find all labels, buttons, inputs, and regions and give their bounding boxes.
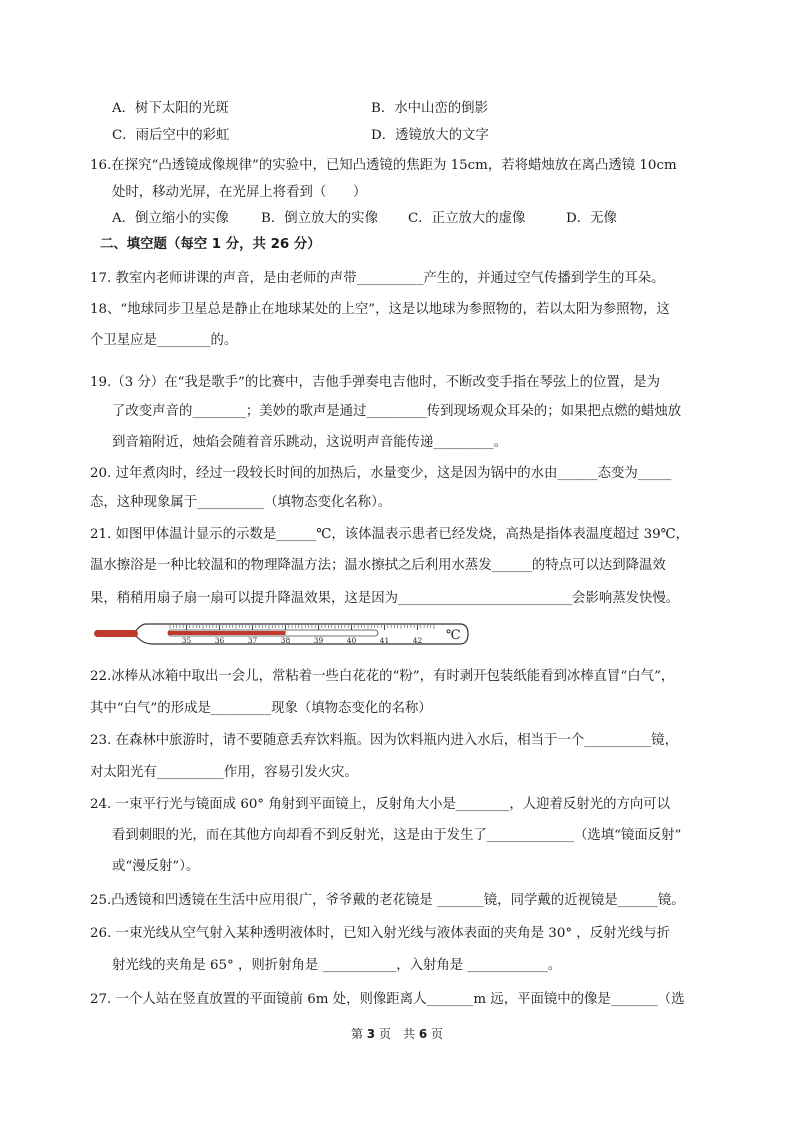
- q18-line1: 18、“地球同步卫星总是静止在地球某处的上空”，这是以地球为参照物的，若以太阳为参照物，这: [90, 302, 670, 317]
- thermometer-tick-label: 37: [247, 636, 258, 645]
- q20-line1: 20. 过年煮肉时，经过一段较长时间的加热后，水量变少，这是因为锅中的水由______态变为_____: [90, 466, 672, 481]
- q16-option-d: D．无像: [566, 211, 617, 226]
- q16-option-a: A．倒立缩小的实像: [112, 211, 229, 226]
- thermometer-tick-label: 39: [313, 636, 324, 645]
- q24-line1: 24. 一束平行光与镜面成 60° 角射到平面镜上，反射角大小是________，人迎着反射光的方向可以: [90, 797, 671, 812]
- q27-line1: 27. 一个人站在竖直放置的平面镜前 6m 处，则像距离人_______m 远，平面镜中的像是_______（选: [90, 992, 685, 1007]
- q17-line1: 17. 教室内老师讲课的声音，是由老师的声带__________产生的，并通过空气传播到学生的耳朵。: [90, 271, 665, 286]
- page-footer: [0, 1025, 794, 1042]
- q24-line2: 看到刺眼的光，而在其他方向却看不到反射光，这是由于发生了_____________（选填“镜面反射”: [112, 828, 682, 843]
- q15-option-a: A．树下太阳的光斑: [112, 101, 229, 116]
- thermometer-tick-label: 35: [181, 636, 192, 645]
- thermometer-tick-label: 40: [346, 636, 357, 645]
- thermometer-tick-label: 36: [214, 636, 225, 645]
- q26-line2: 射光线的夹角是 65° ，则折射角是 ___________，入射角是 ____________。: [112, 958, 562, 973]
- thermometer-tick-label: 41: [379, 636, 390, 645]
- q16-line1: 16.在探究“凸透镜成像规律”的实验中，已知凸透镜的焦距为 15cm，若将蜡烛放在离凸透镜 10cm: [90, 158, 677, 173]
- q23-line1: 23. 在森林中旅游时，请不要随意丢弃饮料瓶。因为饮料瓶内进入水后，相当于一个__________镜，: [90, 733, 678, 748]
- thermometer-liquid-column: [168, 631, 286, 635]
- footer-prefix: 第: [350, 1027, 363, 1041]
- footer-suffix: 页: [431, 1027, 444, 1041]
- q19-line2: 了改变声音的________；美妙的歌声是通过_________传到现场观众耳朵的；如果把点燃的蜡烛放: [112, 404, 682, 419]
- q16-option-c: C．正立放大的虚像: [408, 211, 526, 226]
- q25-line1: 25.凸透镜和凹透镜在生活中应用很广，爷爷戴的老花镜是 _______镜，同学戴的近视镜是______镜。: [90, 893, 685, 908]
- footer-total-pages: 6: [418, 1027, 428, 1041]
- thermometer-tick-label: 38: [280, 636, 291, 645]
- footer-page-number: 3: [366, 1027, 376, 1041]
- footer-mid: 页 共: [378, 1027, 415, 1041]
- q19-line1: 19.（3 分）在“我是歌手”的比赛中，吉他手弹奏电吉他时，不断改变手指在琴弦上的位置，是为: [90, 375, 660, 390]
- q15-option-c: C．雨后空中的彩虹: [112, 128, 230, 143]
- q23-line2: 对太阳光有__________作用，容易引发火灾。: [90, 765, 358, 780]
- q26-line1: 26. 一束光线从空气射入某种透明液体时，已知入射光线与液体表面的夹角是 30° ，反射光线与折: [90, 926, 671, 941]
- q18-line2: 个卫星应是________的。: [90, 333, 238, 348]
- section-heading: 二、填空题（每空 1 分，共 26 分）: [100, 237, 321, 252]
- q22-line1: 22.冰棒从冰箱中取出一会儿，常粘着一些白花花的“粉”，有时剥开包装纸能看到冰棒直冒“白气”，: [90, 669, 675, 684]
- q21-line1: 21. 如图甲体温计显示的示数是______℃，该体温表示患者已经发烧，高热是指体表温度超过 39℃，: [90, 527, 690, 542]
- thermometer-figure: [94, 619, 474, 649]
- q21-line2: 温水擦浴是一种比较温和的物理降温方法；温水擦拭之后利用水蒸发______的特点可以达到降温效: [90, 558, 666, 573]
- thermometer-tick-label: 42: [412, 636, 423, 645]
- q16-line2: 处时，移动光屏，在光屏上将看到（ ）: [112, 185, 367, 200]
- q24-line3: 或“漫反射”）。: [112, 859, 200, 874]
- q22-line2: 其中“白气”的形成是_________现象（填物态变化的名称）: [90, 701, 432, 716]
- thermometer-unit: ℃: [446, 628, 461, 643]
- q19-line3: 到音箱附近，烛焰会随着音乐跳动，这说明声音能传递_________。: [112, 435, 508, 450]
- q20-line2: 态，这种现象属于__________（填物态变化名称）。: [90, 495, 392, 510]
- thermometer-bulb: [94, 630, 138, 637]
- q16-option-b: B．倒立放大的实像: [261, 211, 378, 226]
- q15-option-b: B．水中山峦的倒影: [371, 101, 488, 116]
- q21-line3: 果，稍稍用扇子扇一扇可以提升降温效果，这是因为__________________________会影响蒸发快慢。: [90, 591, 680, 606]
- q15-option-d: D．透镜放大的文字: [371, 128, 489, 143]
